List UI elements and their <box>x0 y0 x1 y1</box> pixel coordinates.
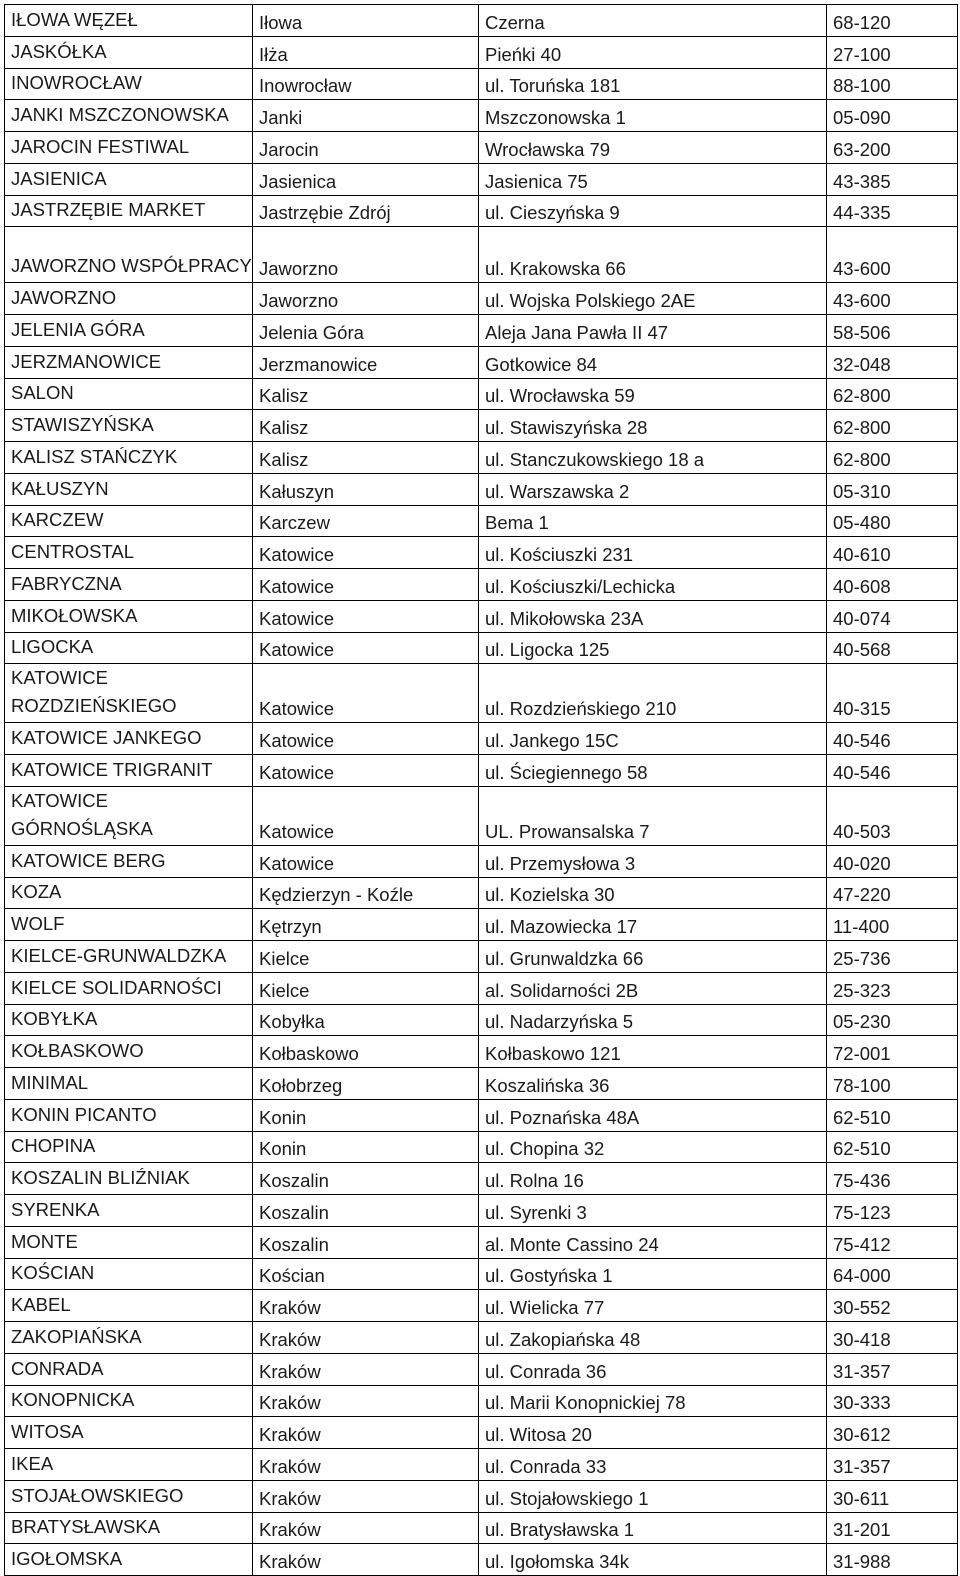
city-cell: Kraków <box>253 1290 479 1322</box>
address-cell: ul. Mikołowska 23A <box>479 600 827 632</box>
city-cell: Konin <box>253 1099 479 1131</box>
address-cell: ul. Warszawska 2 <box>479 473 827 505</box>
city-cell: Katowice <box>253 664 479 723</box>
postal-code-cell: 30-612 <box>827 1417 958 1449</box>
postal-code-cell: 44-335 <box>827 195 958 227</box>
store-name-cell: KOSZALIN BLIŹNIAK <box>5 1163 253 1195</box>
table-row <box>5 972 958 1004</box>
address-cell: ul. Cieszyńska 9 <box>479 195 827 227</box>
postal-code-cell: 05-230 <box>827 1004 958 1036</box>
store-name-cell: FABRYCZNA <box>5 569 253 601</box>
table-row <box>5 569 958 601</box>
store-table <box>4 4 958 1576</box>
postal-code-cell: 40-315 <box>827 664 958 723</box>
store-name-cell: KATOWICE BERG <box>5 845 253 877</box>
store-name-cell: KATOWICE JANKEGO <box>5 723 253 755</box>
address-cell: Bema 1 <box>479 505 827 537</box>
store-name-cell: KATOWICE GÓRNOŚLĄSKA <box>5 786 253 845</box>
address-cell: ul. Syrenki 3 <box>479 1195 827 1227</box>
postal-code-cell: 30-333 <box>827 1385 958 1417</box>
postal-code-cell: 43-600 <box>827 227 958 283</box>
address-cell: ul. Witosa 20 <box>479 1417 827 1449</box>
address-cell: ul. Mazowiecka 17 <box>479 909 827 941</box>
store-name-cell: IGOŁOMSKA <box>5 1544 253 1576</box>
table-row <box>5 68 958 100</box>
postal-code-cell: 68-120 <box>827 5 958 37</box>
city-cell: Kraków <box>253 1480 479 1512</box>
store-name-cell: SALON <box>5 378 253 410</box>
table-row <box>5 755 958 787</box>
address-cell: ul. Ligocka 125 <box>479 632 827 664</box>
table-row <box>5 36 958 68</box>
city-cell: Kraków <box>253 1449 479 1481</box>
store-name-cell: JAWORZNO WSPÓŁPRACY <box>5 227 253 283</box>
store-name-cell: BRATYSŁAWSKA <box>5 1512 253 1544</box>
store-name-cell: JASTRZĘBIE MARKET <box>5 195 253 227</box>
table-row <box>5 1195 958 1227</box>
table-row <box>5 410 958 442</box>
postal-code-cell: 78-100 <box>827 1068 958 1100</box>
store-name-cell: MINIMAL <box>5 1068 253 1100</box>
address-cell: ul. Zakopiańska 48 <box>479 1322 827 1354</box>
store-name-cell: KOBYŁKA <box>5 1004 253 1036</box>
address-cell: Aleja Jana Pawła II 47 <box>479 315 827 347</box>
postal-code-cell: 40-503 <box>827 786 958 845</box>
postal-code-cell: 40-074 <box>827 600 958 632</box>
address-cell: ul. Wojska Polskiego 2AE <box>479 283 827 315</box>
address-cell: ul. Grunwaldzka 66 <box>479 941 827 973</box>
table-row <box>5 1385 958 1417</box>
address-cell: ul. Kozielska 30 <box>479 877 827 909</box>
city-cell: Kalisz <box>253 378 479 410</box>
table-row <box>5 845 958 877</box>
address-cell: ul. Kościuszki 231 <box>479 537 827 569</box>
table-row <box>5 195 958 227</box>
postal-code-cell: 75-436 <box>827 1163 958 1195</box>
store-name-cell: KONIN PICANTO <box>5 1099 253 1131</box>
postal-code-cell: 62-510 <box>827 1131 958 1163</box>
table-row <box>5 1417 958 1449</box>
city-cell: Kędzierzyn - Koźle <box>253 877 479 909</box>
store-name-cell: KATOWICE ROZDZIEŃSKIEGO <box>5 664 253 723</box>
postal-code-cell: 31-201 <box>827 1512 958 1544</box>
city-cell: Kielce <box>253 941 479 973</box>
table-row <box>5 163 958 195</box>
table-row <box>5 1163 958 1195</box>
table-row <box>5 1512 958 1544</box>
store-name-cell: STAWISZYŃSKA <box>5 410 253 442</box>
postal-code-cell: 64-000 <box>827 1258 958 1290</box>
table-row <box>5 632 958 664</box>
postal-code-cell: 25-736 <box>827 941 958 973</box>
city-cell: Kościan <box>253 1258 479 1290</box>
table-row <box>5 1480 958 1512</box>
store-name-cell: JAROCIN FESTIWAL <box>5 132 253 164</box>
store-name-cell: KOZA <box>5 877 253 909</box>
postal-code-cell: 88-100 <box>827 68 958 100</box>
postal-code-cell: 40-610 <box>827 537 958 569</box>
address-cell: Kołbaskowo 121 <box>479 1036 827 1068</box>
postal-code-cell: 40-546 <box>827 755 958 787</box>
postal-code-cell: 62-800 <box>827 442 958 474</box>
address-cell: ul. Chopina 32 <box>479 1131 827 1163</box>
city-cell: Katowice <box>253 632 479 664</box>
address-cell: Jasienica 75 <box>479 163 827 195</box>
postal-code-cell: 05-310 <box>827 473 958 505</box>
city-cell: Kraków <box>253 1512 479 1544</box>
address-cell: UL. Prowansalska 7 <box>479 786 827 845</box>
address-cell: ul. Jankego 15C <box>479 723 827 755</box>
city-cell: Kraków <box>253 1385 479 1417</box>
city-cell: Katowice <box>253 723 479 755</box>
store-name-cell: STOJAŁOWSKIEGO <box>5 1480 253 1512</box>
city-cell: Jerzmanowice <box>253 346 479 378</box>
city-cell: Karczew <box>253 505 479 537</box>
city-cell: Kołobrzeg <box>253 1068 479 1100</box>
store-name-cell: KAŁUSZYN <box>5 473 253 505</box>
table-row <box>5 600 958 632</box>
postal-code-cell: 31-988 <box>827 1544 958 1576</box>
city-cell: Jaworzno <box>253 283 479 315</box>
address-cell: ul. Stanczukowskiego 18 a <box>479 442 827 474</box>
store-name-cell: JELENIA GÓRA <box>5 315 253 347</box>
address-cell: Wrocławska 79 <box>479 132 827 164</box>
city-cell: Kętrzyn <box>253 909 479 941</box>
table-row <box>5 442 958 474</box>
postal-code-cell: 43-600 <box>827 283 958 315</box>
address-cell: Gotkowice 84 <box>479 346 827 378</box>
table-row <box>5 283 958 315</box>
postal-code-cell: 32-048 <box>827 346 958 378</box>
address-cell: ul. Rozdzieńskiego 210 <box>479 664 827 723</box>
address-cell: ul. Wielicka 77 <box>479 1290 827 1322</box>
postal-code-cell: 05-480 <box>827 505 958 537</box>
table-row <box>5 346 958 378</box>
table-row <box>5 1036 958 1068</box>
city-cell: Katowice <box>253 600 479 632</box>
table-row <box>5 132 958 164</box>
store-name-cell: SYRENKA <box>5 1195 253 1227</box>
store-name-cell: JASIENICA <box>5 163 253 195</box>
address-cell: ul. Conrada 36 <box>479 1353 827 1385</box>
postal-code-cell: 11-400 <box>827 909 958 941</box>
table-row <box>5 1322 958 1354</box>
address-cell: Mszczonowska 1 <box>479 100 827 132</box>
address-cell: ul. Toruńska 181 <box>479 68 827 100</box>
store-name-cell: JERZMANOWICE <box>5 346 253 378</box>
city-cell: Kołbaskowo <box>253 1036 479 1068</box>
table-row <box>5 909 958 941</box>
postal-code-cell: 27-100 <box>827 36 958 68</box>
table-row <box>5 1449 958 1481</box>
postal-code-cell: 62-800 <box>827 410 958 442</box>
postal-code-cell: 58-506 <box>827 315 958 347</box>
address-cell: al. Monte Cassino 24 <box>479 1226 827 1258</box>
table-row <box>5 505 958 537</box>
table-row <box>5 537 958 569</box>
table-row <box>5 1290 958 1322</box>
city-cell: Kraków <box>253 1417 479 1449</box>
postal-code-cell: 47-220 <box>827 877 958 909</box>
city-cell: Kobyłka <box>253 1004 479 1036</box>
address-cell: ul. Ściegiennego 58 <box>479 755 827 787</box>
table-row <box>5 1258 958 1290</box>
postal-code-cell: 30-552 <box>827 1290 958 1322</box>
address-cell: ul. Conrada 33 <box>479 1449 827 1481</box>
address-cell: ul. Krakowska 66 <box>479 227 827 283</box>
store-name-cell: ZAKOPIAŃSKA <box>5 1322 253 1354</box>
table-row <box>5 1226 958 1258</box>
store-name-cell: CONRADA <box>5 1353 253 1385</box>
store-name-cell: MIKOŁOWSKA <box>5 600 253 632</box>
table-row <box>5 941 958 973</box>
store-name-cell: IŁOWA WĘZEŁ <box>5 5 253 37</box>
store-table-body <box>5 5 958 1576</box>
store-name-cell: LIGOCKA <box>5 632 253 664</box>
table-row <box>5 877 958 909</box>
postal-code-cell: 75-412 <box>827 1226 958 1258</box>
address-cell: Koszalińska 36 <box>479 1068 827 1100</box>
store-name-cell: JASKÓŁKA <box>5 36 253 68</box>
address-cell: ul. Bratysławska 1 <box>479 1512 827 1544</box>
table-row <box>5 1353 958 1385</box>
store-name-cell: KALISZ STAŃCZYK <box>5 442 253 474</box>
store-name-cell: JANKI MSZCZONOWSKA <box>5 100 253 132</box>
city-cell: Iłża <box>253 36 479 68</box>
store-name-cell: WOLF <box>5 909 253 941</box>
city-cell: Janki <box>253 100 479 132</box>
address-cell: ul. Nadarzyńska 5 <box>479 1004 827 1036</box>
address-cell: al. Solidarności 2B <box>479 972 827 1004</box>
store-name-cell: JAWORZNO <box>5 283 253 315</box>
address-cell: ul. Stojałowskiego 1 <box>479 1480 827 1512</box>
store-name-cell: WITOSA <box>5 1417 253 1449</box>
table-row <box>5 1099 958 1131</box>
table-row <box>5 473 958 505</box>
city-cell: Kraków <box>253 1544 479 1576</box>
table-row <box>5 723 958 755</box>
store-name-cell: KARCZEW <box>5 505 253 537</box>
city-cell: Kalisz <box>253 442 479 474</box>
city-cell: Katowice <box>253 569 479 601</box>
postal-code-cell: 05-090 <box>827 100 958 132</box>
store-name-cell: KATOWICE TRIGRANIT <box>5 755 253 787</box>
store-name-cell: MONTE <box>5 1226 253 1258</box>
postal-code-cell: 40-020 <box>827 845 958 877</box>
table-row <box>5 5 958 37</box>
postal-code-cell: 63-200 <box>827 132 958 164</box>
postal-code-cell: 62-510 <box>827 1099 958 1131</box>
city-cell: Kałuszyn <box>253 473 479 505</box>
address-cell: ul. Przemysłowa 3 <box>479 845 827 877</box>
city-cell: Kraków <box>253 1322 479 1354</box>
postal-code-cell: 40-608 <box>827 569 958 601</box>
postal-code-cell: 62-800 <box>827 378 958 410</box>
address-cell: Pieńki 40 <box>479 36 827 68</box>
store-name-cell: CHOPINA <box>5 1131 253 1163</box>
city-cell: Jasienica <box>253 163 479 195</box>
city-cell: Kielce <box>253 972 479 1004</box>
address-cell: ul. Wrocławska 59 <box>479 378 827 410</box>
city-cell: Jastrzębie Zdrój <box>253 195 479 227</box>
city-cell: Katowice <box>253 755 479 787</box>
store-name-cell: KIELCE SOLIDARNOŚCI <box>5 972 253 1004</box>
address-cell: ul. Marii Konopnickiej 78 <box>479 1385 827 1417</box>
city-cell: Katowice <box>253 845 479 877</box>
table-row <box>5 664 958 723</box>
table-row <box>5 1544 958 1576</box>
store-name-cell: IKEA <box>5 1449 253 1481</box>
postal-code-cell: 31-357 <box>827 1449 958 1481</box>
address-cell: ul. Kościuszki/Lechicka <box>479 569 827 601</box>
table-row <box>5 1068 958 1100</box>
store-name-cell: INOWROCŁAW <box>5 68 253 100</box>
table-row <box>5 1004 958 1036</box>
postal-code-cell: 43-385 <box>827 163 958 195</box>
postal-code-cell: 30-611 <box>827 1480 958 1512</box>
postal-code-cell: 72-001 <box>827 1036 958 1068</box>
store-name-cell: KONOPNICKA <box>5 1385 253 1417</box>
city-cell: Koszalin <box>253 1226 479 1258</box>
city-cell: Katowice <box>253 786 479 845</box>
postal-code-cell: 40-546 <box>827 723 958 755</box>
city-cell: Koszalin <box>253 1195 479 1227</box>
postal-code-cell: 25-323 <box>827 972 958 1004</box>
city-cell: Iłowa <box>253 5 479 37</box>
postal-code-cell: 75-123 <box>827 1195 958 1227</box>
store-name-cell: KOŚCIAN <box>5 1258 253 1290</box>
table-row <box>5 378 958 410</box>
postal-code-cell: 31-357 <box>827 1353 958 1385</box>
address-cell: ul. Stawiszyńska 28 <box>479 410 827 442</box>
city-cell: Kalisz <box>253 410 479 442</box>
address-cell: Czerna <box>479 5 827 37</box>
city-cell: Kraków <box>253 1353 479 1385</box>
address-cell: ul. Rolna 16 <box>479 1163 827 1195</box>
store-name-cell: KABEL <box>5 1290 253 1322</box>
postal-code-cell: 40-568 <box>827 632 958 664</box>
table-row <box>5 1131 958 1163</box>
table-row <box>5 315 958 347</box>
city-cell: Inowrocław <box>253 68 479 100</box>
city-cell: Konin <box>253 1131 479 1163</box>
table-row <box>5 786 958 845</box>
address-cell: ul. Poznańska 48A <box>479 1099 827 1131</box>
store-name-cell: KIELCE-GRUNWALDZKA <box>5 941 253 973</box>
table-row <box>5 227 958 283</box>
address-cell: ul. Gostyńska 1 <box>479 1258 827 1290</box>
city-cell: Katowice <box>253 537 479 569</box>
store-name-cell: KOŁBASKOWO <box>5 1036 253 1068</box>
address-cell: ul. Igołomska 34k <box>479 1544 827 1576</box>
postal-code-cell: 30-418 <box>827 1322 958 1354</box>
city-cell: Jaworzno <box>253 227 479 283</box>
store-name-cell: CENTROSTAL <box>5 537 253 569</box>
city-cell: Koszalin <box>253 1163 479 1195</box>
city-cell: Jelenia Góra <box>253 315 479 347</box>
table-row <box>5 100 958 132</box>
city-cell: Jarocin <box>253 132 479 164</box>
